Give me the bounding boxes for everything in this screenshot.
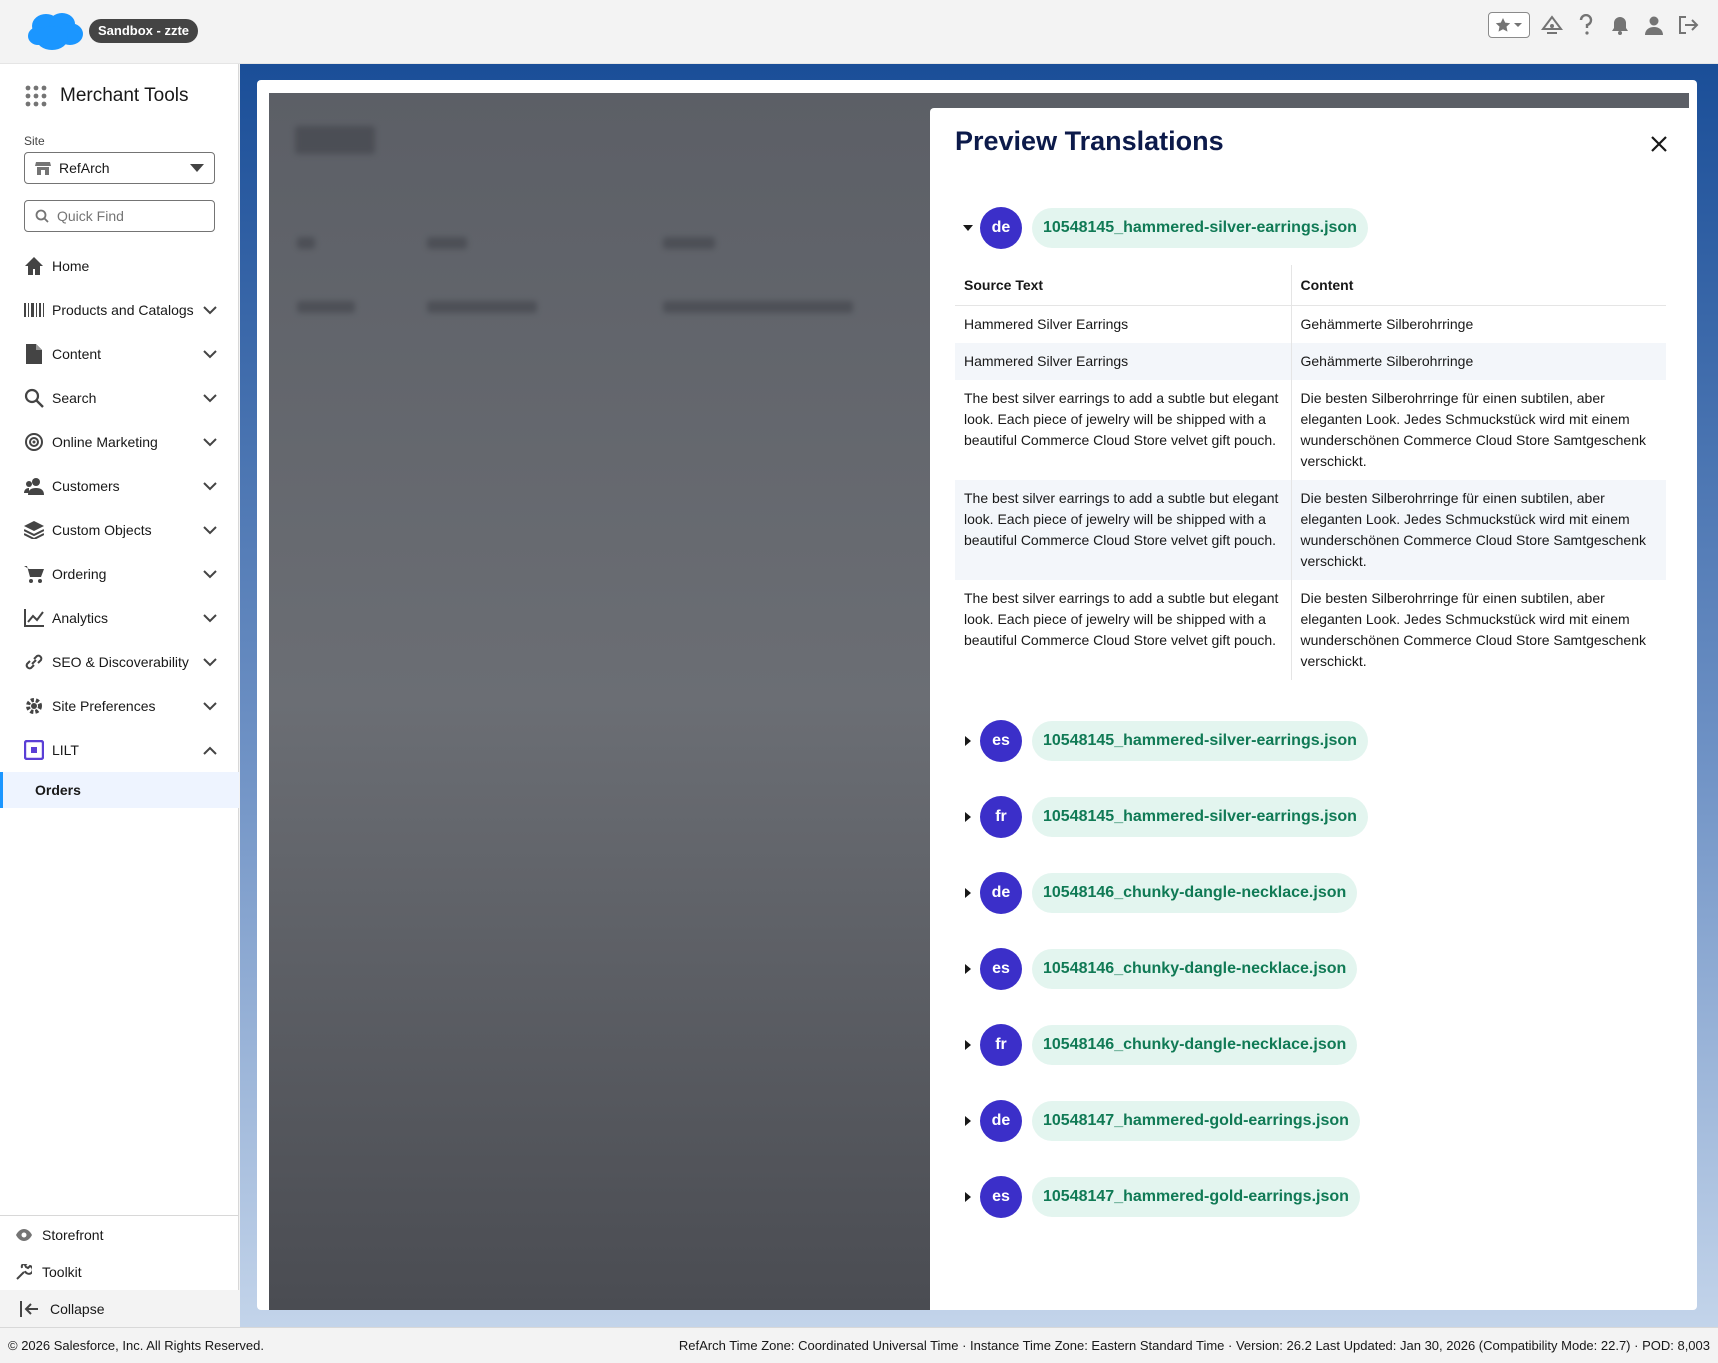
eye-icon [16, 1229, 32, 1241]
favorites-button[interactable] [1488, 12, 1530, 38]
collapse-button[interactable] [0, 1290, 239, 1327]
chevron-down-icon[interactable] [203, 567, 217, 581]
close-icon[interactable] [1648, 133, 1670, 155]
table-row [955, 343, 1666, 380]
content-cell: Die besten Silberohrringe für einen subtilen, aber eleganten Look. Jedes Schmuckstück wird mit einem wunderschönen Commerce Cloud Store Samtgeschenk verschickt. [1300, 589, 1647, 669]
star-icon [1495, 17, 1511, 33]
cart-icon [24, 564, 44, 584]
chevron-down-icon[interactable] [203, 523, 217, 537]
sidebar-item-label: Online Marketing [52, 434, 158, 450]
sidebar-item-label: Products and Catalogs [52, 302, 194, 318]
chart-icon [24, 608, 44, 628]
sidebar-subitem-orders[interactable] [0, 772, 239, 808]
store-icon [35, 161, 51, 175]
chevron-down-icon[interactable] [203, 611, 217, 625]
link-icon [24, 652, 44, 672]
salesforce-logo[interactable] [26, 10, 84, 52]
language-badge: es [980, 1176, 1022, 1218]
storefront-label: Storefront [42, 1226, 104, 1243]
search-icon [24, 388, 44, 408]
help-icon[interactable] [1574, 13, 1598, 37]
sidebar-item-lilt[interactable] [0, 728, 239, 772]
translation-table [955, 265, 1666, 680]
translation-file-row[interactable] [960, 872, 1357, 914]
gear-icon [24, 696, 44, 716]
sidebar-item-label: Home [52, 258, 90, 274]
sidebar-item-label: Ordering [52, 566, 107, 582]
blurred-lilt-logo [295, 126, 375, 154]
toolkit-label: Toolkit [42, 1263, 82, 1280]
file-name-pill[interactable]: 10548147_hammered-gold-earrings.json [1032, 1101, 1360, 1141]
language-badge: fr [980, 1024, 1022, 1066]
site-select-value: RefArch [59, 160, 110, 176]
file-name-pill[interactable]: 10548145_hammered-silver-earrings.json [1032, 721, 1368, 761]
chevron-down-icon[interactable] [203, 303, 217, 317]
table-header-row [955, 265, 1666, 305]
chevron-down-icon[interactable] [203, 347, 217, 361]
blurred-cell [663, 301, 853, 313]
caret-right-icon[interactable] [960, 1189, 976, 1205]
caret-right-icon[interactable] [960, 961, 976, 977]
language-badge: es [980, 720, 1022, 762]
caret-down-icon[interactable] [960, 220, 976, 236]
blurred-column-header [663, 237, 715, 249]
wrench-icon [16, 1264, 32, 1280]
collapse-left-icon [20, 1301, 40, 1317]
chevron-down-icon[interactable] [203, 655, 217, 669]
blurred-cell [427, 301, 537, 313]
sidebar-item-search[interactable] [0, 376, 239, 420]
trailhead-icon[interactable] [1540, 13, 1564, 37]
app-launcher[interactable] [24, 84, 189, 108]
column-header-source: Source Text [955, 265, 1291, 305]
sidebar-item-label: LILT [52, 742, 79, 758]
notifications-icon[interactable] [1608, 13, 1632, 37]
chevron-down-icon[interactable] [203, 435, 217, 449]
source-cell: The best silver earrings to add a subtle but elegant look. Each piece of jewelry will be shipped with a beautiful Commerce Cloud Store velvet gift pouch. [955, 580, 1291, 680]
blurred-column-header [427, 237, 467, 249]
sidebar-nav [0, 244, 239, 808]
user-profile-icon[interactable] [1642, 13, 1666, 37]
table-row [955, 580, 1666, 680]
sidebar-item-label: Customers [52, 478, 120, 494]
table-row [955, 305, 1666, 343]
logout-icon[interactable] [1676, 13, 1700, 37]
content-cell: Gehämmerte Silberohrringe [1300, 315, 1474, 332]
site-label: Site [24, 134, 45, 148]
blurred-cell [297, 301, 355, 313]
layers-icon [24, 520, 44, 540]
sidebar-item-label: SEO & Discoverability [52, 654, 189, 670]
translation-file-row[interactable] [960, 796, 1368, 838]
sidebar-item-site-preferences[interactable] [0, 684, 239, 728]
content-cell: Gehämmerte Silberohrringe [1291, 343, 1666, 380]
table-row [955, 480, 1666, 580]
caret-right-icon[interactable] [960, 885, 976, 901]
sidebar-item-online-marketing[interactable] [0, 420, 239, 464]
sidebar-item-custom-objects[interactable] [0, 508, 239, 552]
translation-file-row[interactable] [960, 207, 1368, 249]
document-icon [24, 344, 44, 364]
footer-info: RefArch Time Zone: Coordinated Universal Time · Instance Time Zone: Eastern Standard Time · Version: 26.2 Last Updated: Jan 30, 2026 (Compatibility Mode: 22.7) · POD: 8,003 [678, 1338, 1710, 1353]
sidebar-item-analytics[interactable] [0, 596, 239, 640]
lilt-icon [24, 740, 44, 760]
sidebar-item-label: Site Preferences [52, 698, 156, 714]
file-name-pill[interactable]: 10548146_chunky-dangle-necklace.json [1032, 873, 1357, 913]
home-icon [24, 256, 44, 276]
source-cell: Hammered Silver Earrings [955, 305, 1291, 343]
source-cell: The best silver earrings to add a subtle but elegant look. Each piece of jewelry will be shipped with a beautiful Commerce Cloud Store velvet gift pouch. [955, 380, 1291, 480]
language-badge: es [980, 948, 1022, 990]
quick-find-input[interactable] [57, 208, 197, 224]
caret-right-icon[interactable] [960, 809, 976, 825]
table-row [955, 380, 1666, 480]
quick-find[interactable] [24, 200, 215, 232]
copyright-text: © 2026 Salesforce, Inc. All Rights Reserved. [8, 1338, 264, 1353]
sidebar-item-label: Content [52, 346, 102, 362]
sidebar-item-label: Custom Objects [52, 522, 152, 538]
translation-file-row[interactable] [960, 948, 1357, 990]
caret-right-icon[interactable] [960, 1037, 976, 1053]
header-tools [1488, 12, 1700, 38]
file-name-pill[interactable]: 10548147_hammered-gold-earrings.json [1032, 1177, 1360, 1217]
sidebar-item-home[interactable] [0, 244, 239, 288]
customers-icon [24, 476, 44, 496]
sandbox-badge: Sandbox - zzte [89, 19, 198, 43]
blurred-column-header [297, 237, 315, 249]
content-cell: Die besten Silberohrringe für einen subtilen, aber eleganten Look. Jedes Schmuckstück wird mit einem wunderschönen Commerce Cloud Store Samtgeschenk verschickt. [1300, 389, 1647, 469]
chevron-down-icon [1513, 20, 1523, 30]
chevron-down-icon[interactable] [203, 479, 217, 493]
global-header [0, 0, 1718, 64]
sidebar [0, 64, 239, 1327]
chevron-down-icon[interactable] [203, 391, 217, 405]
chevron-up-icon[interactable] [203, 743, 217, 757]
chevron-down-icon [190, 164, 204, 172]
modal-title: Preview Translations [955, 126, 1224, 156]
sidebar-item-ordering[interactable] [0, 552, 239, 596]
translation-file-row[interactable] [960, 1100, 1360, 1142]
sidebar-bottom [0, 1215, 239, 1327]
sidebar-item-seo-discoverability[interactable] [0, 640, 239, 684]
language-badge: de [980, 1100, 1022, 1142]
barcode-icon [24, 300, 44, 320]
translation-file-row[interactable] [960, 1176, 1360, 1218]
sidebar-item-content[interactable] [0, 332, 239, 376]
content-cell: Die besten Silberohrringe für einen subtilen, aber eleganten Look. Jedes Schmuckstück wird mit einem wunderschönen Commerce Cloud Store Samtgeschenk verschickt. [1291, 480, 1666, 580]
site-select[interactable] [24, 152, 215, 184]
toolkit-link[interactable] [0, 1253, 239, 1290]
sidebar-item-customers[interactable] [0, 464, 239, 508]
language-badge: de [980, 207, 1022, 249]
source-cell: Hammered Silver Earrings [955, 343, 1291, 380]
translation-file-row[interactable] [960, 1024, 1357, 1066]
caret-right-icon[interactable] [960, 1113, 976, 1129]
caret-right-icon[interactable] [960, 733, 976, 749]
sidebar-subitem-label: Orders [35, 782, 81, 798]
file-name-pill[interactable]: 10548146_chunky-dangle-necklace.json [1032, 949, 1357, 989]
translation-file-row[interactable] [960, 720, 1368, 762]
column-header-content: Content [1291, 265, 1666, 305]
collapse-label: Collapse [50, 1300, 105, 1317]
file-name-pill[interactable]: 10548145_hammered-silver-earrings.json [1032, 797, 1368, 837]
app-title: Merchant Tools [60, 85, 189, 106]
preview-translations-panel [930, 108, 1689, 1310]
marketing-icon [24, 432, 44, 452]
file-name-pill[interactable]: 10548145_hammered-silver-earrings.json [1032, 208, 1368, 248]
footer [0, 1327, 1718, 1363]
source-cell: The best silver earrings to add a subtle but elegant look. Each piece of jewelry will be shipped with a beautiful Commerce Cloud Store velvet gift pouch. [955, 480, 1291, 580]
sidebar-item-products-and-catalogs[interactable] [0, 288, 239, 332]
storefront-link[interactable] [0, 1216, 239, 1253]
chevron-down-icon[interactable] [203, 699, 217, 713]
sidebar-item-label: Analytics [52, 610, 109, 626]
language-badge: de [980, 872, 1022, 914]
file-name-pill[interactable]: 10548146_chunky-dangle-necklace.json [1032, 1025, 1357, 1065]
search-icon [35, 209, 49, 223]
app-grid-icon[interactable] [24, 84, 48, 108]
sidebar-item-label: Search [52, 390, 97, 406]
language-badge: fr [980, 796, 1022, 838]
